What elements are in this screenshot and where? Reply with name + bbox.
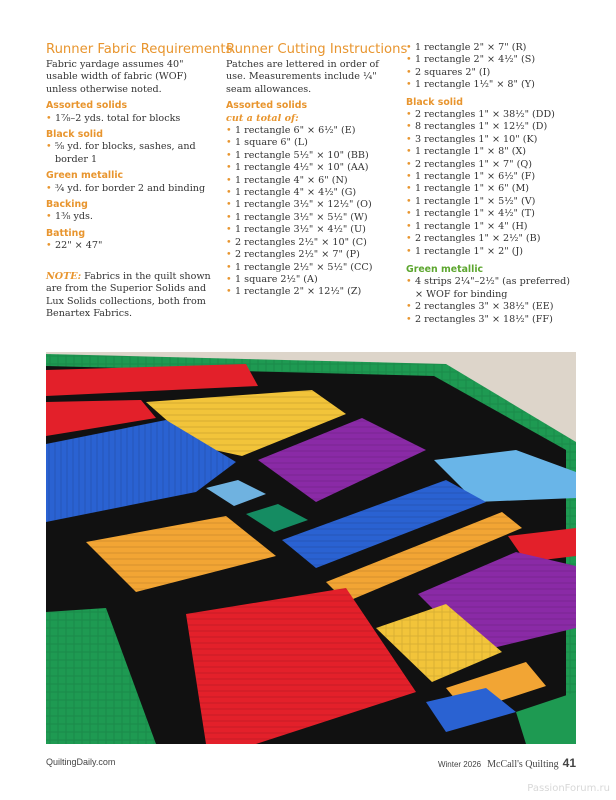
list-item: • 4 strips 2¼"–2½" (as preferred) × WOF for binding [406,276,570,300]
list-item: • 1 rectangle 1" × 5½" (V) [406,195,536,207]
list-item: • 1 square 2½" (A) [226,273,318,285]
list-item: • 1 rectangle 2" × 4½" (S) [406,54,536,66]
batting-heading: Batting [46,227,86,239]
list-item: • 3 rectangles 1" × 10" (K) [406,133,538,145]
backing-heading: Backing [46,199,88,211]
cutting-instructions-title: Runner Cutting Instructions [226,42,408,57]
list-item: • 1 rectangle 5½" × 10" (BB) [226,149,369,161]
assorted-solids-list-continued [406,42,576,92]
list-item: • 1⅜ yds. [46,211,93,223]
fabric-requirements-intro: Fabric yardage assumes 40" usable width of fabric (WOF) unless otherwise noted. [46,59,187,95]
assorted-solids-heading: Assorted solids [226,100,308,112]
list-item: • ¾ yd. for border 2 and binding [46,182,206,194]
footer-site: QuiltingDaily.com [46,757,116,767]
list-item: • 2 rectangles 3" × 18½" (FF) [406,313,553,325]
assorted-solids-list [226,125,398,299]
list-item: • 1 rectangle 6" × 6½" (E) [226,125,356,137]
list-item: • 1 rectangle 2" × 7" (R) [406,42,527,53]
list-item: • 1 rectangle 3½" × 5½" (W) [226,211,368,223]
list-item: • 1 square 6" (L) [226,137,308,149]
footer-issue-info [438,754,576,772]
list-item: • 1 rectangle 1" × 4½" (T) [406,208,535,220]
list-item: • ⅝ yd. for blocks, sashes, and border 1 [46,141,196,165]
fabric-requirements-column [46,42,233,320]
list-item: • 1 rectangle 1" × 6½" (F) [406,171,536,183]
green-metallic-heading: Green metallic [46,170,124,182]
quilt-runner-photo [46,352,576,744]
list-item: • 1 rectangle 3½" × 12½" (O) [226,199,372,211]
list-item: • 1 rectangle 2½" × 5½" (CC) [226,261,373,273]
cutting-continued-column [406,42,576,326]
list-item: • 22" × 47" [46,240,103,252]
list-item: • 1 rectangle 4" × 6" (N) [226,174,348,186]
list-item: • 2 rectangles 1" × 38½" (DD) [406,109,555,121]
cutting-instructions-column [226,42,408,299]
list-item: • 2 rectangles 2½" × 7" (P) [226,249,360,261]
list-item: • 1 rectangle 1" × 2" (J) [406,245,524,257]
note-text: Fabrics in the quilt shown are from the Superior Solids and Lux Solids collections, both from Benartex Fabrics. [46,270,211,319]
footer-issue: Winter 2026 [437,760,482,769]
list-item: • 2 squares 2" (I) [406,66,491,78]
list-item: • 1 rectangle 4" × 4½" (G) [226,187,357,199]
cut-total-label: cut a total of: [226,112,299,124]
list-item: • 2 rectangles 2½" × 10" (C) [226,236,367,248]
black-solid-list [406,109,576,258]
cutting-intro: Patches are lettered in order of use. Measurements include ¼" seam allowances. [226,59,379,95]
black-solid-heading: Black solid [406,96,463,108]
page-number: 41 [562,756,576,770]
green-metallic-list [406,276,576,326]
list-item: • 8 rectangles 1" × 12½" (D) [406,121,548,133]
list-item: • 1 rectangle 2" × 12½" (Z) [226,286,362,298]
list-item: • 2 rectangles 3" × 38½" (EE) [406,301,554,313]
fabric-requirements-title: Runner Fabric Requirements [46,42,233,57]
list-item: • 2 rectangles 1" × 7" (Q) [406,158,532,170]
list-item: • 1⅞–2 yds. total for blocks [46,112,181,124]
watermark: PassionForum.ru [527,783,610,794]
fabric-note [46,271,218,321]
footer-magazine: McCall's Quilting [487,759,559,770]
note-label: NOTE: [46,270,82,282]
black-solid-heading: Black solid [46,129,103,141]
list-item: • 1 rectangle 1" × 4" (H) [406,220,528,232]
list-item: • 1 rectangle 1" × 8" (X) [406,146,527,158]
list-item: • 1 rectangle 4½" × 10" (AA) [226,162,369,174]
list-item: • 1 rectangle 1" × 6" (M) [406,183,530,195]
list-item: • 2 rectangles 1" × 2½" (B) [406,233,541,245]
green-metallic-heading: Green metallic [406,263,484,275]
list-item: • 1 rectangle 3½" × 4½" (U) [226,224,366,236]
list-item: • 1 rectangle 1½" × 8" (Y) [406,79,535,91]
assorted-solids-heading: Assorted solids [46,100,128,112]
